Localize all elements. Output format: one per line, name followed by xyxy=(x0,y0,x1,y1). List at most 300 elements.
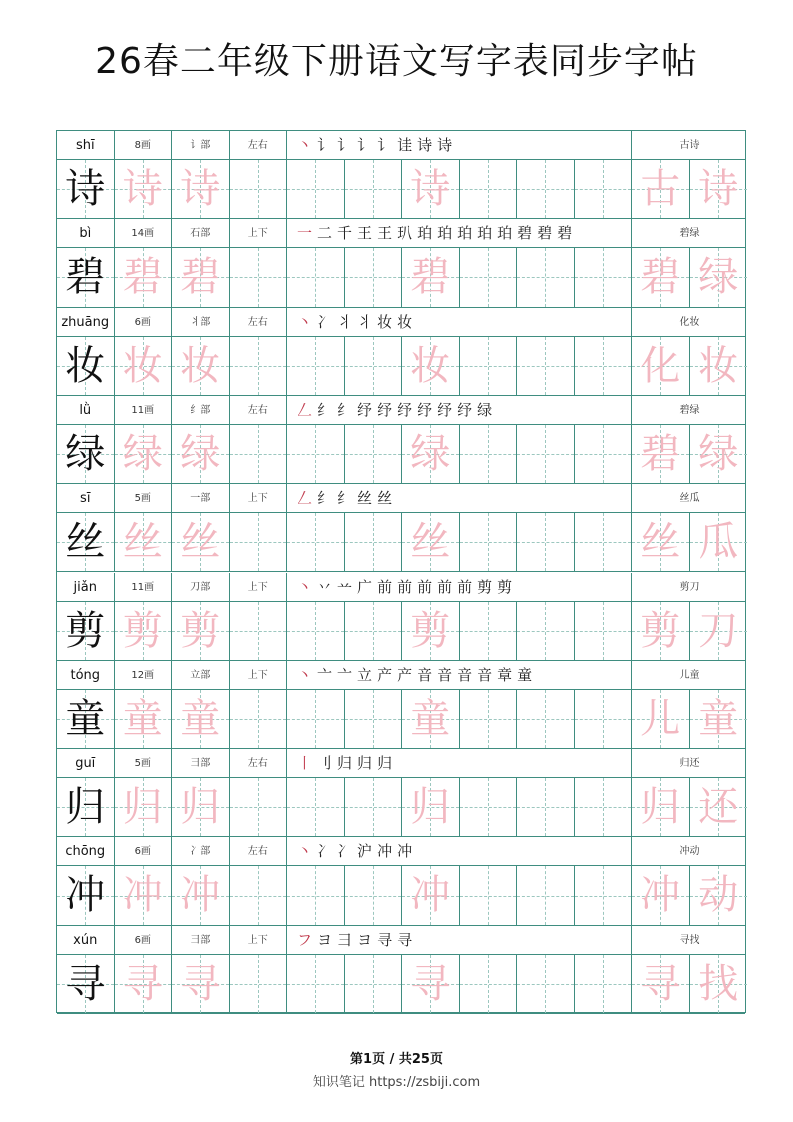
writing-cell[interactable] xyxy=(115,160,173,218)
writing-cell[interactable] xyxy=(690,778,748,836)
stroke-step: 童 xyxy=(517,665,534,684)
writing-cell[interactable] xyxy=(632,866,690,924)
stroke-step: 冲 xyxy=(397,842,414,861)
structure-label: 左右 xyxy=(230,308,288,337)
model-character: 丝 xyxy=(65,519,106,566)
stroke-step: 丷 xyxy=(317,577,334,596)
stroke-step: 纾 xyxy=(357,400,374,419)
info-row xyxy=(57,573,745,602)
info-row xyxy=(57,749,745,778)
trace-character: 归 xyxy=(640,784,681,831)
writing-cell[interactable] xyxy=(575,602,633,660)
pinyin-label: shī xyxy=(57,131,115,160)
writing-cell[interactable] xyxy=(172,337,230,395)
character-entry xyxy=(57,837,745,925)
trace-character: 诗 xyxy=(180,166,221,212)
writing-cell[interactable] xyxy=(230,337,288,395)
trace-character: 绿 xyxy=(410,430,451,477)
writing-cell[interactable] xyxy=(345,160,403,218)
stroke-step: 讠 xyxy=(377,136,394,154)
writing-cell[interactable] xyxy=(172,602,230,660)
writing-cell[interactable] xyxy=(287,690,345,748)
radical-label: 彐部 xyxy=(172,926,230,955)
writing-cell[interactable] xyxy=(345,248,403,306)
trace-character: 妆 xyxy=(122,342,163,389)
writing-cell[interactable] xyxy=(57,513,115,571)
writing-cell[interactable] xyxy=(57,866,115,924)
writing-cell[interactable] xyxy=(575,690,633,748)
writing-cell[interactable] xyxy=(57,425,115,483)
writing-cell[interactable] xyxy=(402,778,460,836)
writing-cell[interactable] xyxy=(575,955,633,1013)
writing-cell[interactable] xyxy=(690,866,748,924)
writing-cell[interactable] xyxy=(230,866,288,924)
info-row xyxy=(57,308,745,337)
writing-cell[interactable] xyxy=(345,602,403,660)
trace-character: 童 xyxy=(698,695,739,742)
writing-cell[interactable] xyxy=(287,513,345,571)
writing-cell[interactable] xyxy=(115,513,173,571)
writing-cell[interactable] xyxy=(517,602,575,660)
writing-cell[interactable] xyxy=(172,955,230,1013)
writing-cell[interactable] xyxy=(517,513,575,571)
trace-character: 碧 xyxy=(180,254,221,301)
character-entry xyxy=(57,131,745,219)
practice-sheet xyxy=(56,130,746,1013)
writing-cell[interactable] xyxy=(345,425,403,483)
stroke-order xyxy=(297,308,417,337)
writing-cell[interactable] xyxy=(57,778,115,836)
stroke-step: 妆 xyxy=(377,312,394,331)
writing-cell[interactable] xyxy=(345,866,403,924)
stroke-step: 诗 xyxy=(437,136,454,154)
writing-cell[interactable] xyxy=(230,513,288,571)
stroke-step: 珀 xyxy=(437,224,454,243)
model-character: 诗 xyxy=(65,166,106,212)
writing-grid-row xyxy=(57,778,745,837)
writing-cell[interactable] xyxy=(172,866,230,924)
stroke-order xyxy=(297,837,417,866)
writing-cell[interactable] xyxy=(115,337,173,395)
writing-cell[interactable] xyxy=(460,160,518,218)
writing-cell[interactable] xyxy=(460,425,518,483)
stroke-step: 讠 xyxy=(357,136,374,154)
stroke-order xyxy=(297,573,517,602)
writing-grid-row xyxy=(57,248,745,307)
info-row xyxy=(57,219,745,248)
stroke-count: 14画 xyxy=(115,219,173,248)
trace-character: 归 xyxy=(410,784,451,831)
trace-character: 瓜 xyxy=(698,519,739,566)
stroke-step: 前 xyxy=(397,577,414,596)
writing-cell[interactable] xyxy=(517,955,575,1013)
trace-character: 还 xyxy=(698,784,739,831)
stroke-step: 千 xyxy=(337,224,354,243)
writing-cell[interactable] xyxy=(287,866,345,924)
writing-cell[interactable] xyxy=(575,778,633,836)
stroke-step: 䒑 xyxy=(337,577,354,596)
writing-cell[interactable] xyxy=(230,690,288,748)
writing-cell[interactable] xyxy=(172,513,230,571)
writing-cell[interactable] xyxy=(632,602,690,660)
character-entry xyxy=(57,396,745,484)
stroke-step: 前 xyxy=(417,577,434,596)
structure-label: 上下 xyxy=(230,926,288,955)
writing-cell[interactable] xyxy=(172,425,230,483)
trace-character: 剪 xyxy=(640,607,681,654)
stroke-step: 二 xyxy=(317,224,334,243)
writing-cell[interactable] xyxy=(57,690,115,748)
writing-cell[interactable] xyxy=(632,690,690,748)
stroke-step: 珀 xyxy=(417,224,434,243)
stroke-step: 章 xyxy=(497,665,514,684)
radical-label: 讠部 xyxy=(172,131,230,160)
structure-label: 上下 xyxy=(230,573,288,602)
writing-cell[interactable] xyxy=(57,160,115,218)
writing-cell[interactable] xyxy=(575,425,633,483)
character-entry xyxy=(57,484,745,572)
writing-cell[interactable] xyxy=(115,778,173,836)
writing-cell[interactable] xyxy=(402,425,460,483)
trace-character: 寻 xyxy=(122,960,163,1007)
stroke-step: 冲 xyxy=(377,842,394,861)
writing-cell[interactable] xyxy=(460,955,518,1013)
stroke-step: 丶 xyxy=(297,577,314,596)
stroke-step: 珀 xyxy=(497,224,514,243)
writing-cell[interactable] xyxy=(517,690,575,748)
pinyin-label: lǜ xyxy=(57,396,115,425)
writing-cell[interactable] xyxy=(57,248,115,306)
writing-cell[interactable] xyxy=(690,690,748,748)
writing-grid-row xyxy=(57,866,745,925)
writing-cell[interactable] xyxy=(172,248,230,306)
stroke-step: 丨 xyxy=(297,754,314,773)
trace-character: 绿 xyxy=(122,430,163,477)
writing-cell[interactable] xyxy=(460,866,518,924)
writing-cell[interactable] xyxy=(57,337,115,395)
stroke-step: 纟 xyxy=(337,400,354,419)
radical-label: 彐部 xyxy=(172,749,230,778)
stroke-step: 刂 xyxy=(317,754,334,773)
radical-label: 冫部 xyxy=(172,837,230,866)
stroke-step: フ xyxy=(297,930,314,949)
stroke-step: 丬 xyxy=(337,312,354,331)
stroke-step: 王 xyxy=(377,224,394,243)
trace-character: 归 xyxy=(122,784,163,831)
writing-cell[interactable] xyxy=(517,866,575,924)
character-entry xyxy=(57,308,745,396)
writing-grid-row xyxy=(57,955,745,1014)
model-character: 冲 xyxy=(65,872,106,919)
writing-cell[interactable] xyxy=(402,337,460,395)
writing-cell[interactable] xyxy=(402,866,460,924)
writing-cell[interactable] xyxy=(172,160,230,218)
writing-cell[interactable] xyxy=(115,955,173,1013)
character-entry xyxy=(57,219,745,307)
structure-label: 左右 xyxy=(230,396,288,425)
writing-cell[interactable] xyxy=(287,337,345,395)
writing-cell[interactable] xyxy=(402,602,460,660)
stroke-step: 归 xyxy=(357,754,374,773)
writing-cell[interactable] xyxy=(57,955,115,1013)
writing-cell[interactable] xyxy=(632,778,690,836)
stroke-count: 5画 xyxy=(115,749,173,778)
pinyin-label: zhuāng xyxy=(57,308,115,337)
writing-cell[interactable] xyxy=(402,690,460,748)
word-label: 化妆 xyxy=(679,316,700,328)
writing-cell[interactable] xyxy=(460,248,518,306)
model-character: 妆 xyxy=(65,342,106,389)
stroke-step: 丶 xyxy=(297,136,314,154)
stroke-step: 沪 xyxy=(357,842,374,861)
structure-label: 上下 xyxy=(230,484,288,513)
stroke-step: 音 xyxy=(477,665,494,684)
writing-cell[interactable] xyxy=(690,248,748,306)
writing-cell[interactable] xyxy=(632,337,690,395)
trace-character: 儿 xyxy=(640,695,681,742)
stroke-order xyxy=(297,396,497,425)
trace-character: 古 xyxy=(640,166,681,212)
trace-character: 绿 xyxy=(698,254,739,301)
writing-cell[interactable] xyxy=(460,778,518,836)
stroke-step: 纾 xyxy=(457,400,474,419)
trace-character: 寻 xyxy=(640,960,681,1007)
writing-cell[interactable] xyxy=(345,955,403,1013)
page-number: 第1页 / 共25页 xyxy=(350,1052,443,1067)
model-character: 寻 xyxy=(65,960,106,1007)
trace-character: 寻 xyxy=(180,960,221,1007)
writing-cell[interactable] xyxy=(57,602,115,660)
writing-grid-row xyxy=(57,690,745,749)
writing-cell[interactable] xyxy=(230,248,288,306)
structure-label: 左右 xyxy=(230,131,288,160)
writing-cell[interactable] xyxy=(287,955,345,1013)
stroke-step: 𠃋 xyxy=(297,400,314,419)
character-entry xyxy=(57,573,745,661)
word-label: 丝瓜 xyxy=(679,493,700,505)
stroke-count: 12画 xyxy=(115,661,173,690)
pinyin-label: jiǎn xyxy=(57,573,115,602)
stroke-order xyxy=(297,926,417,955)
character-entry xyxy=(57,926,745,1014)
writing-cell[interactable] xyxy=(632,160,690,218)
trace-character: 绿 xyxy=(698,430,739,477)
writing-cell[interactable] xyxy=(575,866,633,924)
writing-cell[interactable] xyxy=(115,248,173,306)
trace-character: 诗 xyxy=(698,166,739,212)
writing-cell[interactable] xyxy=(575,337,633,395)
stroke-step: 碧 xyxy=(517,224,534,243)
stroke-step: 寻 xyxy=(397,930,414,949)
writing-cell[interactable] xyxy=(287,778,345,836)
stroke-step: 剪 xyxy=(497,577,514,596)
stroke-step: 前 xyxy=(437,577,454,596)
writing-cell[interactable] xyxy=(115,425,173,483)
trace-character: 碧 xyxy=(410,254,451,301)
pinyin-label: sī xyxy=(57,484,115,513)
info-row xyxy=(57,926,745,955)
writing-cell[interactable] xyxy=(230,778,288,836)
stroke-count: 8画 xyxy=(115,131,173,160)
stroke-step: 丬 xyxy=(357,312,374,331)
trace-character: 碧 xyxy=(640,254,681,301)
stroke-step: 前 xyxy=(457,577,474,596)
radical-label: 一部 xyxy=(172,484,230,513)
pinyin-label: xún xyxy=(57,926,115,955)
stroke-step: 归 xyxy=(377,754,394,773)
writing-cell[interactable] xyxy=(402,955,460,1013)
radical-label: 石部 xyxy=(172,219,230,248)
stroke-step: 丶 xyxy=(297,842,314,861)
writing-cell[interactable] xyxy=(517,337,575,395)
stroke-step: 亠 xyxy=(317,665,334,684)
writing-cell[interactable] xyxy=(345,513,403,571)
writing-cell[interactable] xyxy=(402,248,460,306)
writing-cell[interactable] xyxy=(230,602,288,660)
writing-cell[interactable] xyxy=(115,866,173,924)
writing-cell[interactable] xyxy=(402,513,460,571)
radical-label: 刀部 xyxy=(172,573,230,602)
writing-cell[interactable] xyxy=(517,248,575,306)
trace-character: 丝 xyxy=(180,519,221,566)
stroke-step: ヨ xyxy=(357,930,374,949)
trace-character: 冲 xyxy=(180,872,221,919)
stroke-step: 纟 xyxy=(317,400,334,419)
stroke-order xyxy=(297,219,577,248)
trace-character: 妆 xyxy=(698,342,739,389)
model-character: 童 xyxy=(65,695,106,742)
writing-cell[interactable] xyxy=(230,425,288,483)
model-character: 碧 xyxy=(65,254,106,301)
trace-character: 童 xyxy=(410,695,451,742)
writing-cell[interactable] xyxy=(230,955,288,1013)
page-title: 26春二年级下册语文写字表同步字帖 xyxy=(95,41,698,82)
stroke-count: 11画 xyxy=(115,573,173,602)
writing-cell[interactable] xyxy=(575,513,633,571)
stroke-step: 纾 xyxy=(437,400,454,419)
writing-cell[interactable] xyxy=(632,248,690,306)
writing-cell[interactable] xyxy=(460,513,518,571)
writing-cell[interactable] xyxy=(345,778,403,836)
writing-cell[interactable] xyxy=(402,160,460,218)
stroke-step: 前 xyxy=(377,577,394,596)
info-row xyxy=(57,131,745,160)
writing-cell[interactable] xyxy=(115,602,173,660)
stroke-order xyxy=(297,484,397,513)
structure-label: 上下 xyxy=(230,661,288,690)
writing-cell[interactable] xyxy=(690,955,748,1013)
writing-cell[interactable] xyxy=(172,778,230,836)
writing-cell[interactable] xyxy=(460,690,518,748)
trace-character: 归 xyxy=(180,784,221,831)
stroke-order xyxy=(297,131,457,160)
writing-grid-row xyxy=(57,602,745,661)
writing-cell[interactable] xyxy=(230,160,288,218)
writing-cell[interactable] xyxy=(287,425,345,483)
writing-cell[interactable] xyxy=(460,337,518,395)
writing-grid-row xyxy=(57,425,745,484)
stroke-order xyxy=(297,749,397,778)
stroke-step: 音 xyxy=(457,665,474,684)
stroke-step: 广 xyxy=(357,577,374,596)
stroke-step: 珀 xyxy=(477,224,494,243)
stroke-step: 冫 xyxy=(317,312,334,331)
writing-cell[interactable] xyxy=(575,248,633,306)
writing-cell[interactable] xyxy=(287,602,345,660)
writing-cell[interactable] xyxy=(517,160,575,218)
stroke-step: 寻 xyxy=(377,930,394,949)
stroke-count: 6画 xyxy=(115,308,173,337)
pinyin-label: guī xyxy=(57,749,115,778)
trace-character: 剪 xyxy=(180,607,221,654)
stroke-step: 纟 xyxy=(337,489,354,508)
stroke-step: 绿 xyxy=(477,400,494,419)
stroke-step: 丶 xyxy=(297,312,314,331)
stroke-step: 归 xyxy=(337,754,354,773)
writing-cell[interactable] xyxy=(287,248,345,306)
site-credit: 知识笔记 https://zsbiji.com xyxy=(312,1075,481,1090)
trace-character: 碧 xyxy=(640,430,681,477)
trace-character: 童 xyxy=(122,695,163,742)
writing-cell[interactable] xyxy=(345,337,403,395)
trace-character: 诗 xyxy=(122,166,163,212)
writing-cell[interactable] xyxy=(632,513,690,571)
trace-character: 找 xyxy=(698,960,739,1007)
stroke-step: 产 xyxy=(377,665,394,684)
writing-cell[interactable] xyxy=(517,425,575,483)
stroke-step: 冫 xyxy=(317,842,334,861)
writing-cell[interactable] xyxy=(287,160,345,218)
character-entry xyxy=(57,661,745,749)
model-character: 绿 xyxy=(65,430,106,477)
trace-character: 动 xyxy=(698,872,739,919)
character-entry xyxy=(57,749,745,837)
stroke-step: 剪 xyxy=(477,577,494,596)
stroke-step: 一 xyxy=(297,224,314,243)
writing-cell[interactable] xyxy=(632,955,690,1013)
trace-character: 冲 xyxy=(410,872,451,919)
pinyin-label: chōng xyxy=(57,837,115,866)
writing-cell[interactable] xyxy=(690,602,748,660)
word-label: 碧绿 xyxy=(679,228,700,240)
writing-cell[interactable] xyxy=(345,690,403,748)
stroke-step: 碧 xyxy=(537,224,554,243)
writing-cell[interactable] xyxy=(690,425,748,483)
writing-cell[interactable] xyxy=(690,160,748,218)
trace-character: 刀 xyxy=(698,607,739,654)
writing-cell[interactable] xyxy=(690,513,748,571)
writing-cell[interactable] xyxy=(460,602,518,660)
info-row xyxy=(57,484,745,513)
word-label: 古诗 xyxy=(679,140,700,151)
writing-cell[interactable] xyxy=(632,425,690,483)
writing-cell[interactable] xyxy=(172,690,230,748)
stroke-step: 珀 xyxy=(457,224,474,243)
trace-character: 碧 xyxy=(122,254,163,301)
info-row xyxy=(57,837,745,866)
writing-cell[interactable] xyxy=(575,160,633,218)
structure-label: 左右 xyxy=(230,837,288,866)
stroke-count: 6画 xyxy=(115,837,173,866)
stroke-step: 纾 xyxy=(397,400,414,419)
trace-character: 冲 xyxy=(640,872,681,919)
writing-cell[interactable] xyxy=(115,690,173,748)
word-label: 碧绿 xyxy=(679,404,700,416)
writing-cell[interactable] xyxy=(690,337,748,395)
stroke-step: 产 xyxy=(397,665,414,684)
stroke-step: 纟 xyxy=(317,489,334,508)
writing-cell[interactable] xyxy=(517,778,575,836)
